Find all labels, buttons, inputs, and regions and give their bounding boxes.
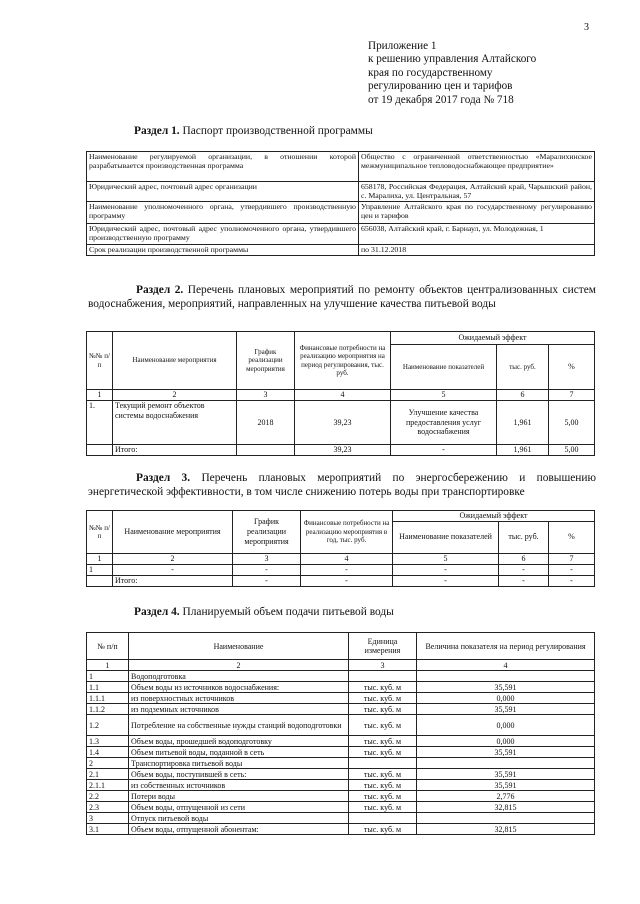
cell: 2: [87, 758, 129, 769]
section1-label: Раздел 1.: [134, 125, 180, 137]
header-cell: тыс. руб.: [497, 345, 549, 390]
table-row: [87, 245, 595, 256]
cell: -: [393, 575, 499, 586]
table-total-row: [87, 445, 595, 456]
cell: -: [301, 575, 393, 586]
table-total-row: [87, 575, 595, 586]
cell: по 31.12.2018: [359, 245, 595, 256]
cell: 5,00: [549, 401, 595, 445]
cell: 656038, Алтайский край, г. Барнаул, ул. Молодежная, 1: [359, 224, 595, 245]
cell: [349, 758, 417, 769]
cell: Объем питьевой воды, поданной в сеть: [129, 747, 349, 758]
cell: 658178, Российская Федерация, Алтайский край, Чарышский район, с. Маралиха, ул. Центральная, 57: [359, 182, 595, 202]
cell: Общество с ограниченной ответственностью «Маралихинское межмуниципальное тепловодоснабжающее предприятие»: [359, 152, 595, 182]
cell: -: [391, 445, 497, 456]
cell: 35,591: [417, 780, 595, 791]
cell: Итого:: [113, 445, 237, 456]
cell: 35,591: [417, 704, 595, 715]
cell: 1.3: [87, 736, 129, 747]
cell: 5: [391, 390, 497, 401]
cell: 1: [87, 390, 113, 401]
cell: 35,591: [417, 769, 595, 780]
table-row: [87, 553, 595, 564]
header-cell: График реализации мероприятия: [233, 511, 301, 554]
cell: Потери воды: [129, 791, 349, 802]
cell: [87, 575, 113, 586]
header-cell: Наименование мероприятия: [113, 332, 237, 390]
cell: 2: [129, 660, 349, 671]
cell: 7: [549, 553, 595, 564]
page-number: 3: [584, 22, 589, 33]
header-cell: Наименование мероприятия: [113, 511, 233, 554]
cell: 1,961: [497, 401, 549, 445]
cell: -: [499, 575, 549, 586]
header-cell: Наименование показателей: [391, 345, 497, 390]
cell: [87, 445, 113, 456]
cell: 6: [497, 390, 549, 401]
cell: 2.2: [87, 791, 129, 802]
cell: 1.1.1: [87, 693, 129, 704]
cell: 4: [295, 390, 391, 401]
cell: Объем воды, отпущенной из сети: [129, 802, 349, 813]
header-cell: тыс. руб.: [499, 521, 549, 553]
cell: 1: [87, 553, 113, 564]
header-cell: %: [549, 521, 595, 553]
cell: 4: [417, 660, 595, 671]
section2-title: Перечень плановых мероприятий по ремонту объектов централизованных систем водоснабжения, мероприятий, направленных на улучшение качества питьевой воды: [88, 284, 596, 310]
cell: 3: [237, 390, 295, 401]
repair-measures-table: [86, 331, 595, 456]
cell: Транспортировка питьевой воды: [129, 758, 349, 769]
cell: 1.4: [87, 747, 129, 758]
cell: из поверхностных источников: [129, 693, 349, 704]
cell: 3: [233, 553, 301, 564]
table-row: [87, 564, 595, 575]
cell: 2.1.1: [87, 780, 129, 791]
header-cell: %: [549, 345, 595, 390]
cell: -: [393, 564, 499, 575]
cell: 1: [87, 660, 129, 671]
table-row: [87, 682, 595, 693]
appendix-line: Приложение 1: [368, 40, 437, 52]
cell: Наименование регулируемой организации, в отношении которой разрабатывается производственная программа: [87, 152, 359, 182]
section1-heading: [134, 124, 373, 138]
energy-measures-table: [86, 510, 595, 587]
cell: 3: [349, 660, 417, 671]
cell: Юридический адрес, почтовый адрес организации: [87, 182, 359, 202]
cell: 39,23: [295, 445, 391, 456]
cell: 2: [113, 553, 233, 564]
table-row: [87, 813, 595, 824]
header-cell: Наименование: [129, 633, 349, 660]
section4-title: Планируемый объем подачи питьевой воды: [182, 606, 394, 618]
cell: 1.2: [87, 715, 129, 736]
header-cell: График реализации мероприятия: [237, 332, 295, 390]
table-row: [87, 747, 595, 758]
cell: тыс. куб. м: [349, 769, 417, 780]
cell: Водоподготовка: [129, 671, 349, 682]
section2-heading: [88, 283, 596, 311]
table-row: [87, 401, 595, 445]
cell: из собственных источников: [129, 780, 349, 791]
table-row: [87, 758, 595, 769]
cell: тыс. куб. м: [349, 824, 417, 835]
appendix-block: [368, 40, 608, 107]
cell: [237, 445, 295, 456]
passport-table: [86, 151, 595, 256]
table-row: [87, 824, 595, 835]
cell: 2018: [237, 401, 295, 445]
table-header-row: [87, 633, 595, 660]
cell: [417, 671, 595, 682]
cell: 1,961: [497, 445, 549, 456]
cell: 0,000: [417, 715, 595, 736]
cell: 32,815: [417, 802, 595, 813]
section3-label: Раздел 3.: [136, 472, 191, 484]
cell: 35,591: [417, 682, 595, 693]
table-row: [87, 182, 595, 202]
cell: из подземных источников: [129, 704, 349, 715]
table-row: [87, 715, 595, 736]
table-row: [87, 791, 595, 802]
cell: Объем воды, поступившей в сеть:: [129, 769, 349, 780]
cell: [417, 813, 595, 824]
cell: тыс. куб. м: [349, 791, 417, 802]
section4-label: Раздел 4.: [134, 606, 180, 618]
cell: 2: [113, 390, 237, 401]
cell: -: [549, 564, 595, 575]
cell: 5: [393, 553, 499, 564]
cell: тыс. куб. м: [349, 736, 417, 747]
cell: 39,23: [295, 401, 391, 445]
appendix-line: от 19 декабря 2017 года № 718: [368, 93, 514, 106]
cell: [349, 671, 417, 682]
table-row: [87, 390, 595, 401]
cell: Объем воды, отпущенной абонентам:: [129, 824, 349, 835]
table-header-row: [87, 332, 595, 345]
table-row: [87, 802, 595, 813]
cell: Объем воды из источников водоснабжения:: [129, 682, 349, 693]
cell: тыс. куб. м: [349, 802, 417, 813]
cell: 2.3: [87, 802, 129, 813]
cell: тыс. куб. м: [349, 747, 417, 758]
appendix-line: регулированию цен и тарифов: [368, 80, 513, 93]
table-row: [87, 202, 595, 224]
cell: тыс. куб. м: [349, 780, 417, 791]
cell: 6: [499, 553, 549, 564]
header-cell: Единица измерения: [349, 633, 417, 660]
header-cell: Наименование показателей: [393, 521, 499, 553]
cell: Потребление на собственные нужды станций водоподготовки: [129, 715, 349, 736]
header-cell: №№ п/п: [87, 332, 113, 390]
cell: тыс. куб. м: [349, 715, 417, 736]
cell: 1: [87, 671, 129, 682]
table-row: [87, 224, 595, 245]
cell: Юридический адрес, почтовый адрес уполномоченного органа, утвердившего производственную программу: [87, 224, 359, 245]
appendix-line: к решению управления Алтайского: [368, 53, 537, 66]
table-header-row: [87, 511, 595, 522]
cell: 3.1: [87, 824, 129, 835]
cell: Улучшение качества предоставления услуг водоснабжения: [391, 401, 497, 445]
cell: 3: [87, 813, 129, 824]
header-cell: №№ п/п: [87, 511, 113, 554]
cell: 0,000: [417, 693, 595, 704]
cell: Управление Алтайского края по государственному регулированию цен и тарифов: [359, 202, 595, 224]
cell: -: [233, 564, 301, 575]
section3-title: Перечень плановых мероприятий по энергосбережению и повышению энергетической эффективности, в том числе снижению потерь воды при транспортировке: [88, 472, 596, 498]
table-row: [87, 671, 595, 682]
cell: Текущий ремонт объектов системы водоснабжения: [113, 401, 237, 445]
cell: 4: [301, 553, 393, 564]
table-row: [87, 660, 595, 671]
cell: -: [113, 564, 233, 575]
cell: Наименование уполномоченного органа, утвердившего производственную программу: [87, 202, 359, 224]
cell: 2.1: [87, 769, 129, 780]
cell: [349, 813, 417, 824]
table-row: [87, 736, 595, 747]
cell: 5,00: [549, 445, 595, 456]
section1-title: Паспорт производственной программы: [182, 125, 373, 137]
cell: 7: [549, 390, 595, 401]
table-row: [87, 704, 595, 715]
header-cell: Ожидаемый эффект: [393, 511, 595, 522]
cell: -: [233, 575, 301, 586]
cell: тыс. куб. м: [349, 682, 417, 693]
cell: Срок реализации производственной программы: [87, 245, 359, 256]
cell: тыс. куб. м: [349, 693, 417, 704]
cell: 1.1: [87, 682, 129, 693]
cell: -: [499, 564, 549, 575]
header-cell: Величина показателя на период регулирования: [417, 633, 595, 660]
section4-heading: [134, 605, 394, 619]
cell: 0,000: [417, 736, 595, 747]
section2-label: Раздел 2.: [136, 284, 184, 296]
cell: 35,591: [417, 747, 595, 758]
cell: [417, 758, 595, 769]
cell: Объем воды, прошедшей водоподготовку: [129, 736, 349, 747]
table-row: [87, 769, 595, 780]
cell: 2,776: [417, 791, 595, 802]
cell: Итого:: [113, 575, 233, 586]
cell: -: [549, 575, 595, 586]
cell: 32,815: [417, 824, 595, 835]
header-cell: № п/п: [87, 633, 129, 660]
header-cell: Ожидаемый эффект: [391, 332, 595, 345]
cell: 1: [87, 564, 113, 575]
appendix-line: края по государственному: [368, 66, 493, 79]
table-row: [87, 693, 595, 704]
table-row: [87, 152, 595, 182]
water-supply-table: [86, 632, 595, 835]
cell: 1.1.2: [87, 704, 129, 715]
cell: тыс. куб. м: [349, 704, 417, 715]
cell: Отпуск питьевой воды: [129, 813, 349, 824]
header-cell: Финансовые потребности на реализацию мероприятия в год, тыс. руб.: [301, 511, 393, 554]
cell: -: [301, 564, 393, 575]
section3-heading: [88, 471, 596, 499]
cell: 1.: [87, 401, 113, 445]
header-cell: Финансовые потребности на реализацию мероприятия на период регулирования, тыс. руб.: [295, 332, 391, 390]
table-row: [87, 780, 595, 791]
